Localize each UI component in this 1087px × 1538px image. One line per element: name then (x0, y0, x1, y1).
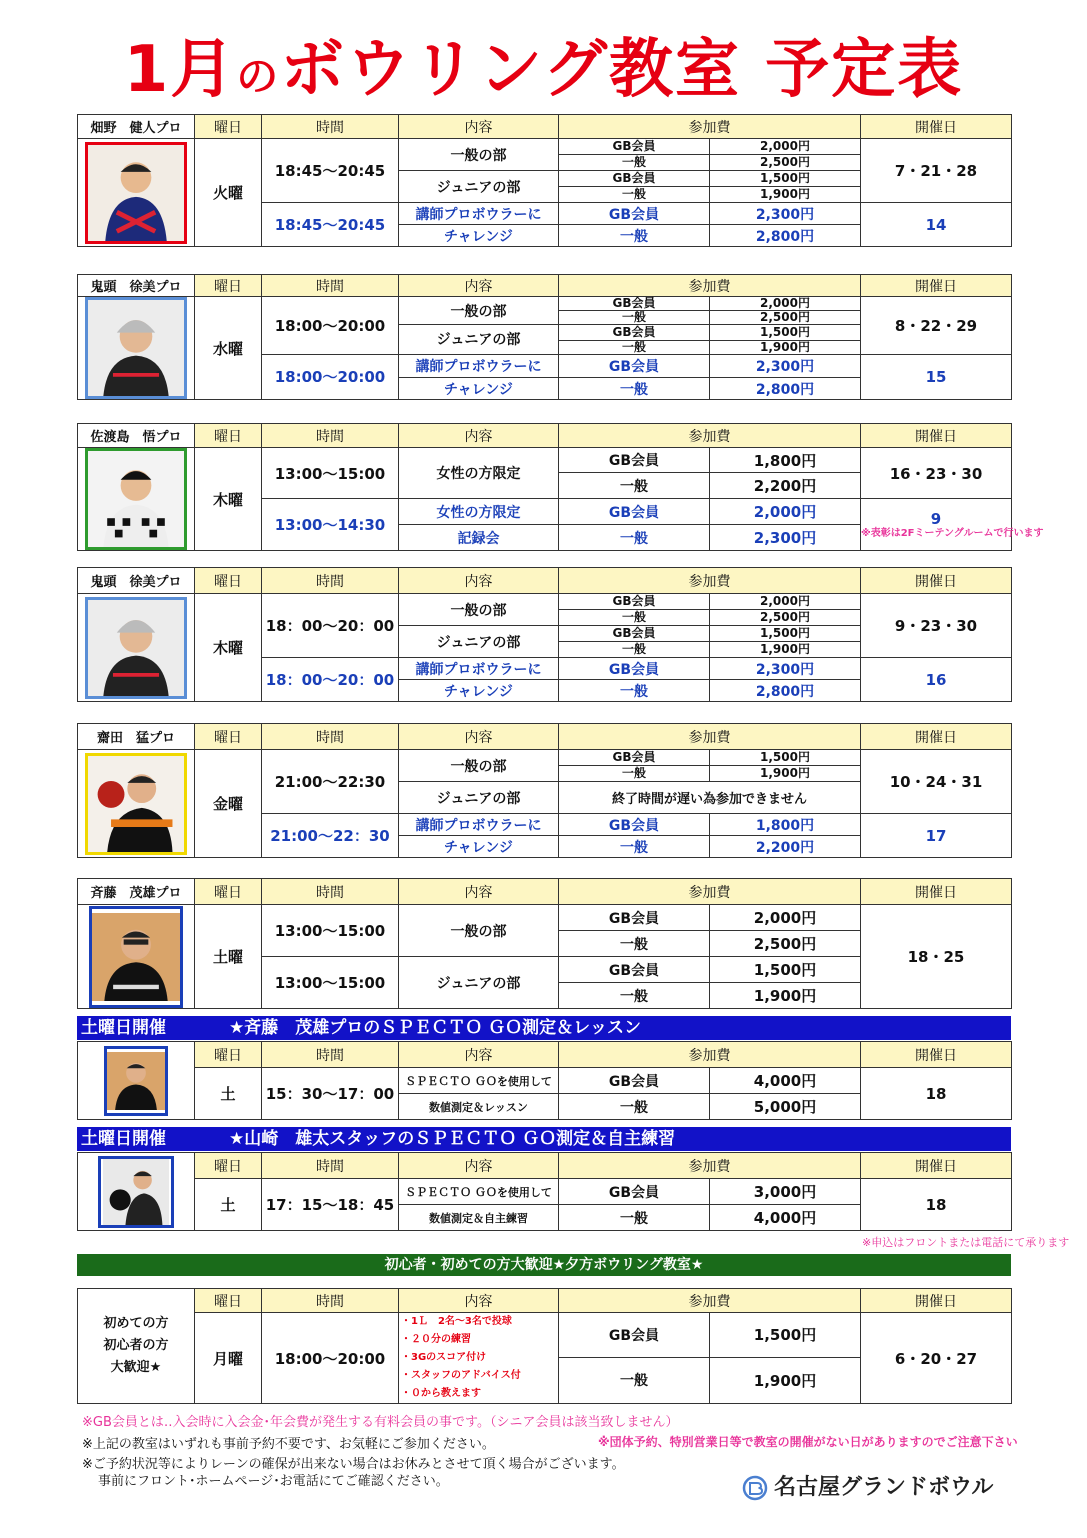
fee-value: 2,200円 (710, 836, 861, 858)
day-cell: 水曜 (195, 297, 262, 400)
content-record: 記録会 (399, 525, 559, 551)
fee-value: 2,500円 (710, 931, 861, 957)
header-time: 時間 (262, 275, 399, 297)
fee-value: 2,300円 (710, 354, 861, 378)
day-cell: 土 (195, 1179, 262, 1231)
day-cell: 金曜 (195, 750, 262, 858)
content-junior: ジュニアの部 (399, 626, 559, 658)
time-cell-challenge: 18：00～20：00 (262, 658, 399, 702)
list-item: ・1Ｌ 2名～3名で投球 (401, 1316, 512, 1327)
schedule-table-hatano (77, 114, 1012, 247)
header-dates: 開催日 (861, 568, 1012, 594)
dates-cell: 9・23・30 (861, 594, 1012, 658)
time-cell: 13:00～15:00 (262, 448, 399, 499)
header-day: 曜日 (195, 724, 262, 750)
fee-value: 1,800円 (710, 814, 861, 836)
fee-label: 一般 (559, 642, 710, 658)
fee-label: 一般 (559, 680, 710, 702)
fee-value: 2,000円 (710, 139, 861, 155)
content-junior: ジュニアの部 (399, 171, 559, 203)
header-content: 内容 (399, 115, 559, 139)
fee-value: 1,900円 (710, 1357, 861, 1403)
fee-value: 2,800円 (710, 225, 861, 247)
fee-label: 一般 (559, 1357, 710, 1403)
schedule-table-saita (77, 723, 1012, 858)
header-dates: 開催日 (861, 879, 1012, 905)
content-general: 一般の部 (399, 594, 559, 626)
fee-label: GB会員 (559, 905, 710, 931)
dates-challenge: 17 (861, 814, 1012, 858)
banner-left: 土曜日開催 (81, 1129, 166, 1149)
header-fee: 参加費 (559, 115, 861, 139)
fee-value: 2,300円 (710, 658, 861, 680)
fee-value: 2,300円 (710, 203, 861, 225)
fee-label: GB会員 (559, 626, 710, 642)
header-day: 曜日 (195, 1153, 262, 1179)
content-challenge: 講師プロボウラーに (399, 658, 559, 680)
header-fee: 参加費 (559, 1042, 861, 1068)
fee-value: 1,500円 (710, 626, 861, 642)
header-content: 内容 (399, 1042, 559, 1068)
content-challenge: チャレンジ (399, 225, 559, 247)
dates-cell: 10・24・31 (861, 750, 1012, 814)
header-dates: 開催日 (861, 115, 1012, 139)
instructor-photo (85, 597, 187, 699)
fee-value: 1,900円 (710, 766, 861, 782)
fee-label: 一般 (559, 983, 710, 1009)
fee-value: 2,500円 (710, 155, 861, 171)
instructor-name: 鬼頭 徐美プロ (78, 275, 195, 297)
dates-challenge: 16 (861, 658, 1012, 702)
header-time: 時間 (262, 1153, 399, 1179)
fee-label: GB会員 (559, 448, 710, 473)
instructor-photo (85, 142, 187, 244)
fee-label: GB会員 (559, 957, 710, 983)
day-cell: 木曜 (195, 448, 262, 551)
header-content: 内容 (399, 724, 559, 750)
content-general: 一般の部 (399, 750, 559, 782)
instructor-photo (104, 1046, 168, 1116)
schedule-table-sadoshima (77, 423, 1044, 551)
fee-value: 1,500円 (710, 171, 861, 187)
junior-note: 終了時間が遅い為参加できません (559, 782, 861, 814)
time-cell: 13:00～15:00 (262, 905, 399, 957)
header-fee: 参加費 (559, 1153, 861, 1179)
schedule-table-specto-saito (77, 1041, 1012, 1120)
dates-cell: 18 (861, 1179, 1012, 1231)
fee-value: 2,500円 (710, 610, 861, 626)
header-dates: 開催日 (861, 424, 1012, 448)
content-general: 一般の部 (399, 139, 559, 171)
fee-label: 一般 (559, 610, 710, 626)
header-day: 曜日 (195, 879, 262, 905)
dates-value: 9 (930, 510, 942, 528)
fee-value: 4,000円 (710, 1068, 861, 1094)
beginner-line: 初めての方 (103, 1316, 169, 1331)
header-time: 時間 (262, 1289, 399, 1313)
fee-label: GB会員 (559, 297, 710, 311)
header-fee: 参加費 (559, 275, 861, 297)
header-day: 曜日 (195, 1289, 262, 1313)
instructor-name: 斉藤 茂雄プロ (78, 879, 195, 905)
time-cell: 18:00～20:00 (262, 1313, 399, 1404)
list-item: ・スタッフのアドバイス付 (401, 1370, 521, 1381)
fee-value: 2,000円 (710, 905, 861, 931)
beginner-line: 大歓迎★ (110, 1360, 162, 1375)
content-women: 女性の方限定 (399, 499, 559, 525)
dates-cell: 7・21・28 (861, 139, 1012, 203)
award-note: ※表彰は2Fミーテングルームで行います (861, 528, 1044, 539)
fee-label: GB会員 (559, 499, 710, 525)
schedule-table-specto-yamazaki (77, 1152, 1012, 1231)
fee-value: 2,300円 (710, 525, 861, 551)
note-lane: ※ご予約状況等によりレーンの確保が出来ない場合はお休みとさせて頂く場合がございます。 (82, 1457, 625, 1472)
header-content: 内容 (399, 568, 559, 594)
photo-cell (78, 750, 195, 858)
fee-value: 5,000円 (710, 1094, 861, 1120)
banner-right: ★山崎 雄太スタッフのＳＰＥＣＴＯ ＧＯ測定＆自主練習 (229, 1129, 676, 1149)
fee-label: 一般 (559, 525, 710, 551)
logo-icon (742, 1475, 768, 1501)
fee-label: GB会員 (559, 594, 710, 610)
instructor-name: 鬼頭 徐美プロ (78, 568, 195, 594)
fee-label: 一般 (559, 1094, 710, 1120)
fee-label: 一般 (559, 311, 710, 325)
fee-value: 2,800円 (710, 378, 861, 400)
fee-label: 一般 (559, 378, 710, 400)
header-dates: 開催日 (861, 275, 1012, 297)
header-content: 内容 (399, 1153, 559, 1179)
header-time: 時間 (262, 568, 399, 594)
instructor-name: 齋田 猛プロ (78, 724, 195, 750)
fee-value: 1,500円 (710, 957, 861, 983)
note-no-reservation: ※上記の教室はいずれも事前予約不要です、お気軽にご参加ください。 (82, 1437, 495, 1452)
time-cell: 15：30～17：00 (262, 1068, 399, 1120)
reserve-note: ※申込はフロントまたは電話にて承ります (862, 1236, 1070, 1249)
fee-label: GB会員 (559, 750, 710, 766)
banner-left: 土曜日開催 (81, 1018, 166, 1038)
content-general: 一般の部 (399, 297, 559, 325)
fee-label: GB会員 (559, 658, 710, 680)
header-fee: 参加費 (559, 424, 861, 448)
dates-cell: 8・22・29 (861, 297, 1012, 355)
day-cell: 火曜 (195, 139, 262, 247)
beginner-banner: 初心者・初めての方大歓迎★夕方ボウリング教室★ (77, 1254, 1011, 1276)
header-fee: 参加費 (559, 879, 861, 905)
fee-label: GB会員 (559, 1068, 710, 1094)
dates-cell: 16・23・30 (861, 448, 1012, 499)
instructor-name: 畑野 健人プロ (78, 115, 195, 139)
fee-label: 一般 (559, 340, 710, 354)
list-item: ・２０分の練習 (401, 1334, 471, 1345)
header-time: 時間 (262, 115, 399, 139)
fee-value: 1,900円 (710, 983, 861, 1009)
dates-record (861, 499, 1044, 551)
instructor-name: 佐渡島 悟プロ (78, 424, 195, 448)
content-women: 女性の方限定 (399, 448, 559, 499)
instructor-photo (89, 906, 183, 1008)
beginner-label (78, 1289, 195, 1404)
time-cell: 21:00～22:30 (262, 750, 399, 814)
content-junior: ジュニアの部 (399, 782, 559, 814)
fee-label: 一般 (559, 1205, 710, 1231)
fee-label: 一般 (559, 187, 710, 203)
photo-cell (78, 905, 195, 1009)
fee-value: 1,500円 (710, 1313, 861, 1358)
content-junior: ジュニアの部 (399, 957, 559, 1009)
header-fee: 参加費 (559, 568, 861, 594)
content-challenge: チャレンジ (399, 680, 559, 702)
fee-value: 1,500円 (710, 325, 861, 341)
time-cell: 18:45～20:45 (262, 139, 399, 203)
dates-cell: 6・20・27 (861, 1313, 1012, 1404)
header-day: 曜日 (195, 1042, 262, 1068)
day-cell: 土曜 (195, 905, 262, 1009)
header-time: 時間 (262, 424, 399, 448)
fee-label: GB会員 (559, 139, 710, 155)
fee-label: GB会員 (559, 1313, 710, 1358)
time-cell-record: 13:00～14:30 (262, 499, 399, 551)
fee-label: GB会員 (559, 1179, 710, 1205)
photo-cell (78, 594, 195, 702)
header-time: 時間 (262, 724, 399, 750)
content-challenge: チャレンジ (399, 836, 559, 858)
fee-value: 1,800円 (710, 448, 861, 473)
photo-cell (78, 448, 195, 551)
photo-cell (78, 297, 195, 400)
header-dates: 開催日 (861, 1042, 1012, 1068)
list-item: ・3Gのスコア付け (401, 1352, 487, 1363)
dates-challenge: 14 (861, 203, 1012, 247)
day-cell: 月曜 (195, 1313, 262, 1404)
content-challenge: 講師プロボウラーに (399, 354, 559, 378)
beginner-content-list (399, 1313, 559, 1404)
fee-label: 一般 (559, 931, 710, 957)
photo-cell (78, 139, 195, 247)
time-cell: 18：00～20：00 (262, 594, 399, 658)
fee-label: 一般 (559, 225, 710, 247)
fee-value: 2,000円 (710, 594, 861, 610)
note-group: ※団体予約、特別営業日等で教室の開催がない日がありますのでご注意下さい (598, 1435, 1018, 1449)
fee-value: 1,900円 (710, 340, 861, 354)
page-title: 1月のボウリング教室 予定表 (123, 33, 964, 107)
instructor-photo (85, 297, 187, 399)
time-cell-challenge: 18:45～20:45 (262, 203, 399, 247)
fee-value: 1,900円 (710, 187, 861, 203)
content-specto: 数値測定＆レッスン (399, 1094, 559, 1120)
dates-challenge: 15 (861, 354, 1012, 400)
schedule-table-saito (77, 878, 1012, 1009)
day-cell: 土 (195, 1068, 262, 1120)
fee-value: 2,500円 (710, 311, 861, 325)
banner-right: ★斉藤 茂雄プロのＳＰＥＣＴＯ ＧＯ測定＆レッスン (229, 1018, 641, 1038)
fee-label: GB会員 (559, 171, 710, 187)
header-dates: 開催日 (861, 1153, 1012, 1179)
time-cell-challenge: 18:00～20:00 (262, 354, 399, 400)
header-fee: 参加費 (559, 724, 861, 750)
header-time: 時間 (262, 879, 399, 905)
time-cell: 17：15～18：45 (262, 1179, 399, 1231)
header-dates: 開催日 (861, 724, 1012, 750)
logo-text: 名古屋グランドボウル (774, 1475, 994, 1500)
header-dates: 開催日 (861, 1289, 1012, 1313)
fee-value: 4,000円 (710, 1205, 861, 1231)
header-content: 内容 (399, 1289, 559, 1313)
header-fee: 参加費 (559, 1289, 861, 1313)
fee-value: 2,800円 (710, 680, 861, 702)
content-specto: 数値測定＆自主練習 (399, 1205, 559, 1231)
fee-value: 3,000円 (710, 1179, 861, 1205)
header-day: 曜日 (195, 275, 262, 297)
time-cell: 13:00～15:00 (262, 957, 399, 1009)
fee-label: GB会員 (559, 814, 710, 836)
fee-label: GB会員 (559, 325, 710, 341)
day-cell: 木曜 (195, 594, 262, 702)
header-content: 内容 (399, 879, 559, 905)
fee-label: 一般 (559, 155, 710, 171)
schedule-table-beginner (77, 1288, 1012, 1404)
photo-cell (78, 1042, 195, 1120)
logo (742, 1470, 993, 1501)
fee-value: 1,900円 (710, 642, 861, 658)
fee-value: 2,000円 (710, 499, 861, 525)
beginner-line: 初心者の方 (103, 1338, 169, 1353)
staff-photo (98, 1156, 174, 1228)
dates-cell: 18・25 (861, 905, 1012, 1009)
fee-label: 一般 (559, 766, 710, 782)
fee-value: 2,000円 (710, 297, 861, 311)
content-general: 一般の部 (399, 905, 559, 957)
header-time: 時間 (262, 1042, 399, 1068)
dates-cell: 18 (861, 1068, 1012, 1120)
instructor-photo (85, 753, 187, 855)
time-cell-challenge: 21:00～22：30 (262, 814, 399, 858)
fee-value: 1,500円 (710, 750, 861, 766)
content-specto: ＳＰＥＣＴＯ ＧＯを使用して (399, 1068, 559, 1094)
banner-specto-saito (77, 1016, 1011, 1040)
instructor-photo (85, 448, 187, 550)
header-day: 曜日 (195, 115, 262, 139)
fee-label: GB会員 (559, 203, 710, 225)
fee-label: 一般 (559, 836, 710, 858)
photo-cell (78, 1153, 195, 1231)
header-content: 内容 (399, 275, 559, 297)
note-confirm: 事前にフロント･ホームページ･お電話にてご確認ください。 (98, 1474, 449, 1489)
banner-specto-yamazaki (77, 1127, 1011, 1151)
fee-label: 一般 (559, 473, 710, 499)
fee-value: 2,200円 (710, 473, 861, 499)
content-specto: ＳＰＥＣＴＯ ＧＯを使用して (399, 1179, 559, 1205)
schedule-table-kito-thu (77, 567, 1012, 702)
header-day: 曜日 (195, 568, 262, 594)
content-challenge: チャレンジ (399, 378, 559, 400)
header-content: 内容 (399, 424, 559, 448)
list-item: ・０から教えます (401, 1388, 481, 1399)
content-junior: ジュニアの部 (399, 325, 559, 355)
content-challenge: 講師プロボウラーに (399, 814, 559, 836)
header-day: 曜日 (195, 424, 262, 448)
schedule-table-kito-wed (77, 274, 1012, 400)
content-challenge: 講師プロボウラーに (399, 203, 559, 225)
time-cell: 18:00～20:00 (262, 297, 399, 355)
note-gb-member: ※GB会員とは‥入会時に入会金･年会費が発生する有料会員の事です。（シニア会員は該当致しません） (82, 1415, 679, 1430)
fee-label: GB会員 (559, 354, 710, 378)
